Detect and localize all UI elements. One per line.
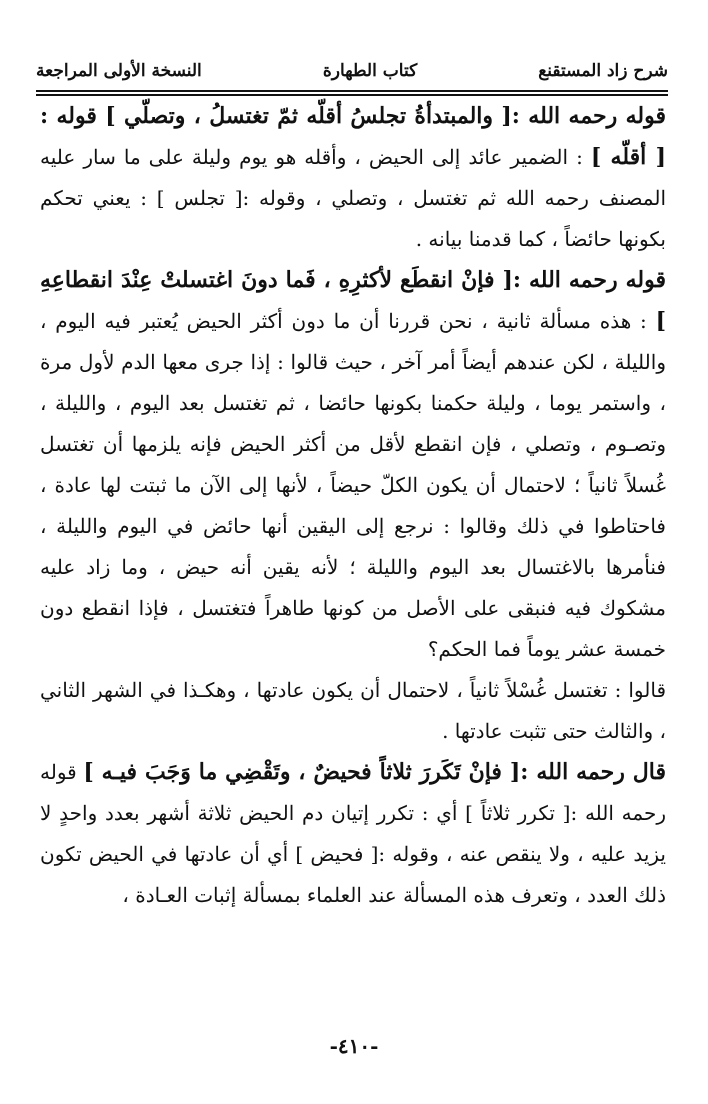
- commentary: : الضمير عائد إلى الحيض ، وأقله هو يوم وليلة على ما سار عليه المصنف رحمه الله ثم تغتسل ، وتصلي ، وقوله :[ تجلس ] : يعني تحكم بكونها حائضاً ، كما قدمنا بيانه .: [40, 145, 666, 251]
- running-header: [36, 54, 668, 88]
- header-chapter: كتاب الطهارة: [322, 61, 418, 81]
- header-edition: النسخة الأولى المراجعة: [36, 61, 202, 81]
- matn-quote: قوله رحمه الله :[ فإنْ انقطَع لأكثرِهِ ، فَما دونَ اغتسلتْ عِنْدَ انقطاعِهِ ]: [40, 267, 666, 334]
- commentary: : هذه مسألة ثانية ، نحن قررنا أن ما دون أكثر الحيض يُعتبر فيه اليوم ، والليلة ، لكن عندهم أيضاً أمر آخر ، حيث قالوا : إذا جرى معها الدم لأول مرة ، واستمر يوما ، وليلة حكمنا بكونها حائضا ، ثم تغتسل بعد اليوم ، والليلة ، وتصـوم ، وتصلي ، فإن انقطع لأقل من أكثر الحيض فإنه يلزمها أن تغتسل غُسلاً ثانياً ؛ لاحتمال أن يكون الكلّ حيضاً ، لأنها إلى الآن ما ثبتت لها عادة ، فاحتاطوا في ذلك وقالوا : نرجع إلى اليقين أنها حائض في اليوم والليلة ، فنأمرها بالاغتسال بعد اليوم والليلة ؛ لأنه يقين أنه حيض ، وما زاد عليه مشكوك فيه فنبقى على الأصل من كونها طاهراً فتغتسل ، فإذا انقطع دون خمسة عشر يوماً فما الحكم؟: [40, 309, 666, 661]
- page-number: -٤١٠-: [329, 1034, 379, 1058]
- commentary: قوله رحمه الله :[ تكرر ثلاثاً ] أي : تكرر إتيان دم الحيض ثلاثة أشهر بعدد واحدٍ لا يزيد عليه ، ولا ينقص عنه ، وقوله :[ فحيض ] أي أن عادتها في الحيض تكون ذلك العدد ، وتعرف هذه المسألة عند العلماء بمسألة إثبات العـادة ،: [40, 760, 666, 907]
- body-text: [40, 96, 666, 1014]
- paragraph: [40, 260, 666, 670]
- header-book-title: شرح زاد المستقنع: [538, 61, 668, 81]
- paragraph: [40, 752, 666, 916]
- matn-quote: قوله رحمه الله :[ والمبتدأةُ تجلسُ أقلّه ثمّ تغتسلُ ، وتصلّي ] قوله :[ أقلّه ]: [40, 103, 666, 170]
- paragraph: [40, 96, 666, 260]
- header-rule-top: [36, 90, 668, 92]
- matn-quote: قال رحمه الله :[ فإنْ تَكَررَ ثلاثاً فحيضٌ ، وتَقْضِي ما وَجَبَ فيـه ]: [83, 759, 666, 785]
- paragraph: [40, 670, 666, 752]
- commentary: قالوا : تغتسل غُسْلاً ثانياً ، لاحتمال أن يكون عادتها ، وهكـذا في الشهر الثاني ، والثالث حتى تثبت عادتها .: [40, 678, 666, 743]
